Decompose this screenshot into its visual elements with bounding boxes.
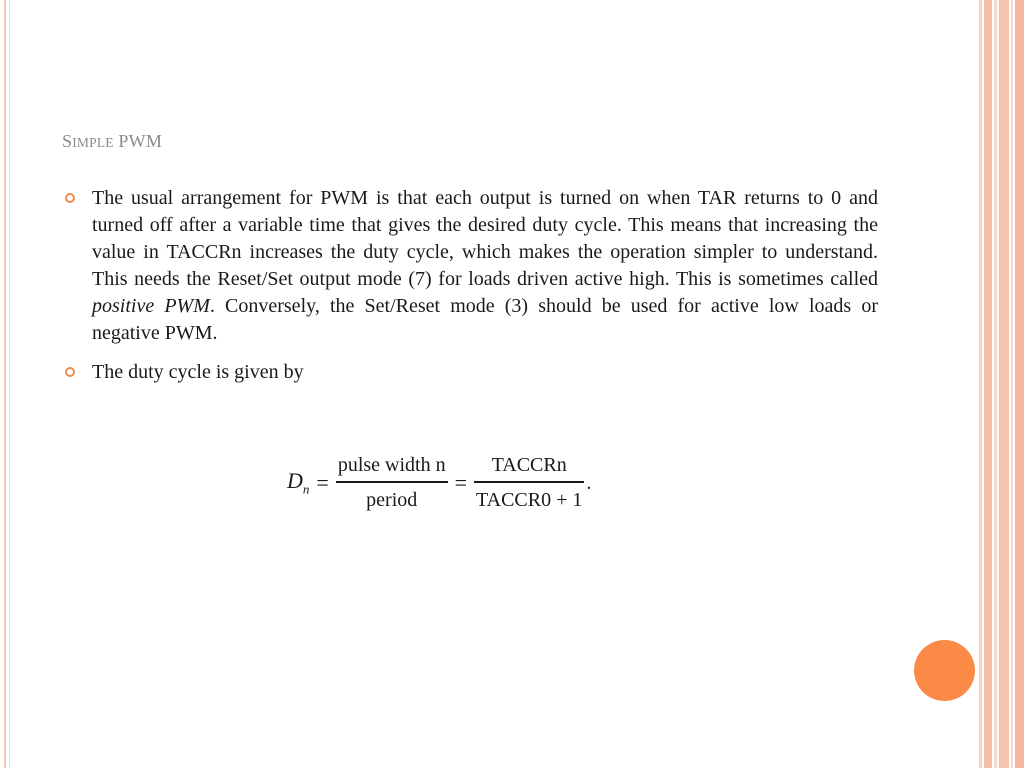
bullet-item <box>63 359 878 386</box>
duty-cycle-formula <box>287 448 591 518</box>
right-stripe <box>1011 0 1013 768</box>
title-initial: S <box>62 131 73 151</box>
left-border-line <box>4 0 6 768</box>
formula-lhs <box>287 468 309 497</box>
right-stripe <box>994 0 997 768</box>
equals-sign: = <box>316 470 329 495</box>
right-stripe <box>999 0 1009 768</box>
formula-lhs-var: D <box>287 468 303 494</box>
formula-lhs-sub: n <box>302 481 310 497</box>
right-stripe <box>979 0 982 768</box>
right-stripe <box>1015 0 1024 768</box>
slide-title <box>62 131 162 152</box>
bullet-text-part: . Conversely, the Set/Reset mode (3) should be used for active low loads or negative PWM. <box>92 295 878 344</box>
fraction-numerator: pulse width n <box>337 454 446 477</box>
bullet-text-part: The usual arrangement for PWM is that each output is turned on when TAR returns to 0 and turned off after a variable time that gives the desired duty cycle. This means that increasing the value in TACCRn increases the duty cycle, which makes the operation simpler to understand. This needs the Reset/Set output mode (7) for loads driven active high. This is sometimes called <box>92 187 878 290</box>
bullet-text: The duty cycle is given by <box>92 361 304 383</box>
right-stripe <box>984 0 992 768</box>
bullet-ring-icon <box>65 193 75 203</box>
title-rest: PWM <box>113 131 163 151</box>
equals-sign: = <box>454 470 468 495</box>
left-border-line-inner <box>9 0 10 768</box>
fraction-denominator: TACCR0 + 1 <box>476 488 583 511</box>
fraction-pulse-width <box>336 454 448 512</box>
bullet-text <box>92 185 878 347</box>
fraction-taccr <box>474 454 584 512</box>
title-smallcaps: IMPLE <box>72 135 114 150</box>
bullet-emphasis: positive PWM <box>92 295 210 317</box>
formula-end: . <box>586 471 592 494</box>
bullet-item <box>63 185 878 347</box>
fraction-numerator: TACCRn <box>491 454 567 477</box>
bullet-list <box>63 185 878 398</box>
bullet-ring-icon <box>65 367 75 377</box>
decorative-circle <box>914 640 975 701</box>
fraction-denominator: period <box>366 488 418 511</box>
